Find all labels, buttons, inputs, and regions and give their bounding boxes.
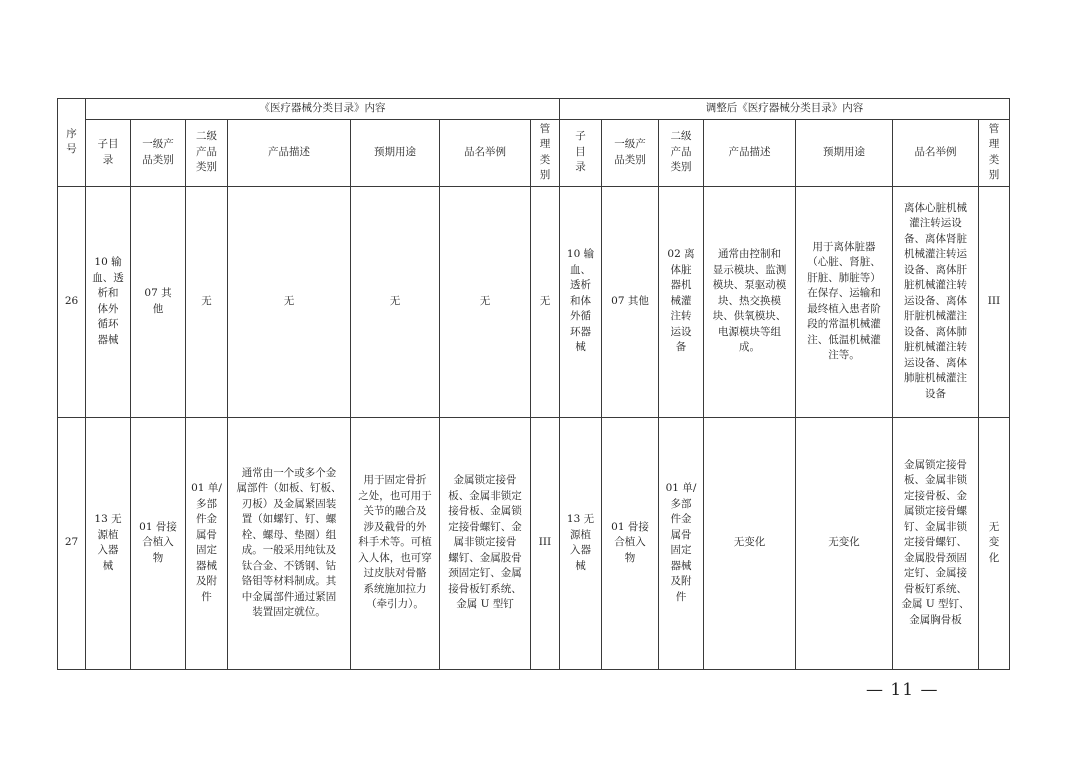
original-content-header: 《医疗器械分类目录》内容 (86, 99, 560, 120)
table-cell: 无 (228, 186, 351, 417)
table-cell: 通常由一个或多个金 属部件（如板、钉板、 刃板）及金属紧固装 置（如螺钉、钉、螺 栓、螺母、垫圈）组 成。一般采用纯钛及 钛合金、不锈钢、钴 铬钼等材料制成。其 中金属部件通过紧固 装置固定就位。 (228, 417, 351, 669)
page-number: — 11 — (866, 680, 939, 700)
table-cell: 07 其他 (602, 186, 659, 417)
table-cell: 用于离体脏器 （心脏、肾脏、 肝脏、肺脏等） 在保存、运输和 最终植入患者阶 段的常温机械灌 注、低温机械灌 注等。 (796, 186, 893, 417)
table-cell: 07 其 他 (131, 186, 186, 417)
table-cell: 无变化 (796, 417, 893, 669)
column-header: 预期用途 (351, 119, 440, 186)
adjusted-content-header: 调整后《医疗器械分类目录》内容 (560, 99, 1010, 120)
column-header: 一级产 品类别 (131, 119, 186, 186)
column-header: 预期用途 (796, 119, 893, 186)
table-cell: III (979, 186, 1010, 417)
column-header: 管 理 类 别 (531, 119, 560, 186)
seq-header: 序 号 (58, 99, 86, 187)
table-cell: 02 离 体脏 器机 械灌 注转 运设 备 (659, 186, 704, 417)
column-header: 品名举例 (440, 119, 531, 186)
table-cell: 01 单/ 多部 件金 属骨 固定 器械 及附 件 (186, 417, 228, 669)
table-cell: 无 (531, 186, 560, 417)
table-cell: 金属锁定接骨 板、金属非锁定 接骨板、金属锁 定接骨螺钉、金 属非锁定接骨 螺钉、金属股骨 颈固定钉、金属 接骨板钉系统、 金属 U 型钉 (440, 417, 531, 669)
table-cell: 10 输 血、 透析 和体 外循 环器 械 (560, 186, 602, 417)
column-header: 管 理 类 别 (979, 119, 1010, 186)
column-header: 产品描述 (704, 119, 796, 186)
table-cell: 01 单/ 多部 件金 属骨 固定 器械 及附 件 (659, 417, 704, 669)
table-cell: 无 (351, 186, 440, 417)
header-column-row (58, 119, 1010, 186)
table-cell: 13 无 源植 入器 械 (560, 417, 602, 669)
column-header: 品名举例 (893, 119, 979, 186)
header-group-row (58, 99, 1010, 120)
row-seq: 26 (58, 186, 86, 417)
table-cell: 01 骨接 合植入 物 (602, 417, 659, 669)
table-cell: 无 变 化 (979, 417, 1010, 669)
catalog-table (57, 98, 1010, 670)
row-seq: 27 (58, 417, 86, 669)
table-cell: 13 无 源植 入器 械 (86, 417, 131, 669)
table-cell: 无 (186, 186, 228, 417)
column-header: 子 目 录 (560, 119, 602, 186)
table-cell: 01 骨接 合植入 物 (131, 417, 186, 669)
table-row (58, 186, 1010, 417)
table-cell: 无 (440, 186, 531, 417)
column-header: 产品描述 (228, 119, 351, 186)
table-cell: 用于固定骨折 之处，也可用于 关节的融合及 涉及截骨的外 科手术等。可植 入人体，也可穿 过皮肤对骨骼 系统施加拉力 （牵引力）。 (351, 417, 440, 669)
column-header: 二级 产品 类别 (186, 119, 228, 186)
table-cell: 无变化 (704, 417, 796, 669)
table-cell: 10 输 血、透 析和 体外 循环 器械 (86, 186, 131, 417)
column-header: 一级产 品类别 (602, 119, 659, 186)
table-cell: 金属锁定接骨 板、金属非锁 定接骨板、金 属锁定接骨螺 钉、金属非锁 定接骨螺钉、 金属股骨颈固 定钉、金属接 骨板钉系统、 金属 U 型钉、 金属胸骨板 (893, 417, 979, 669)
column-header: 二级 产品 类别 (659, 119, 704, 186)
table-cell: III (531, 417, 560, 669)
table-row (58, 417, 1010, 669)
column-header: 子目 录 (86, 119, 131, 186)
table-cell: 通常由控制和 显示模块、监测 模块、泵驱动模 块、热交换模 块、供氧模块、 电源模块等组 成。 (704, 186, 796, 417)
table-cell: 离体心脏机械 灌注转运设 备、离体肾脏 机械灌注转运 设备、离体肝 脏机械灌注转 运设备、离体 肝脏机械灌注 设备、离体肺 脏机械灌注转 运设备、离体 肺脏机械灌注 设备 (893, 186, 979, 417)
